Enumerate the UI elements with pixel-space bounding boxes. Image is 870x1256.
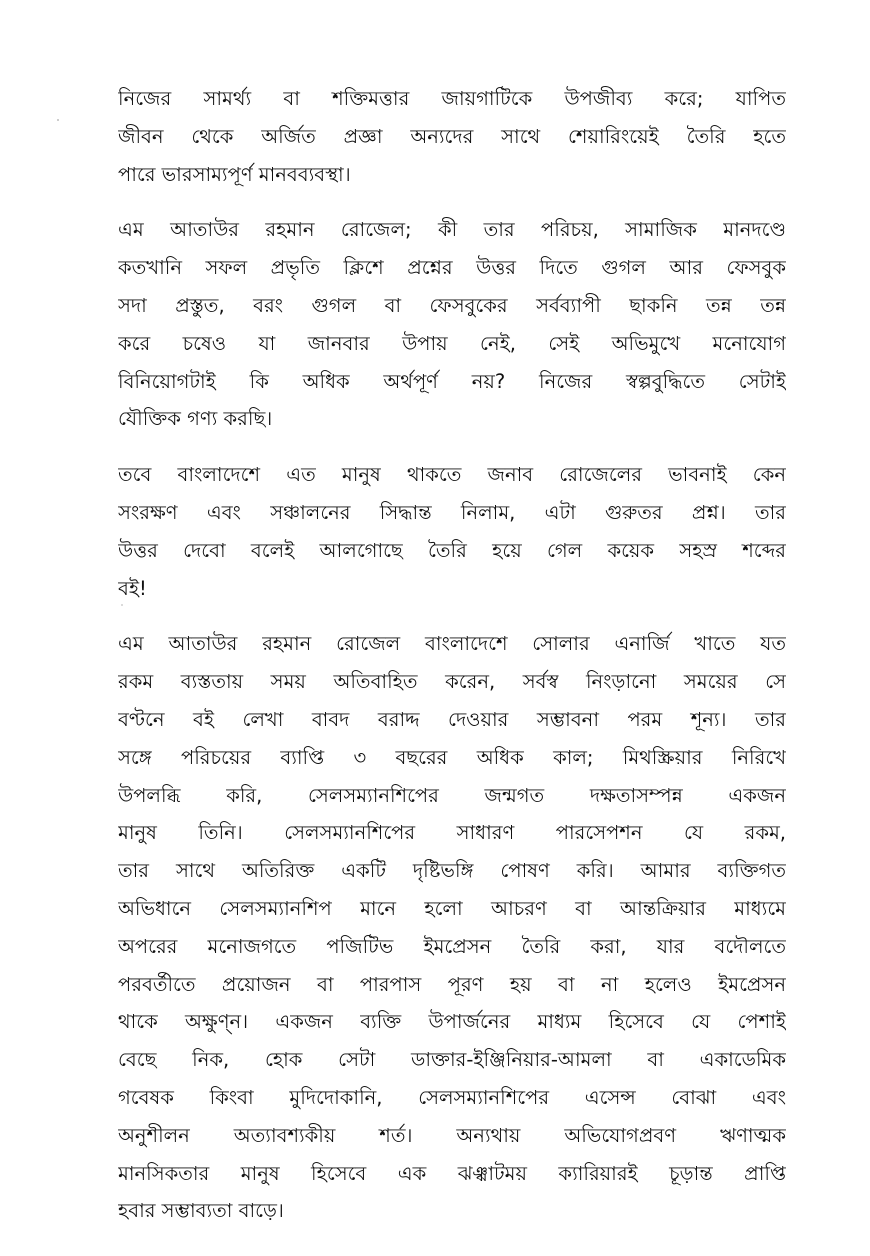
- paragraph-3: [118, 456, 786, 607]
- text-line: করে চষেও যা জানবার উপায় নেই, সেই অভিমুখে মনোযোগ: [118, 331, 786, 355]
- document-page: [118, 80, 786, 1248]
- text-line: তবে বাংলাদেশে এত মানুষ থাকতে জনাব রোজেলের ভাবনাই কেন: [118, 463, 786, 487]
- text-line: অনুশীলন অত্যাবশ্যকীয় শর্ত। অন্যথায় অভিযোগপ্রবণ ঋণাত্মক: [118, 1123, 786, 1147]
- paragraph-2: [118, 211, 786, 438]
- text-line: পারে ভারসাম্যপূর্ণ মানবব্যবস্থা।: [118, 162, 351, 186]
- text-line: নিজের সামর্থ্য বা শক্তিমত্তার জায়গাটিকে উপজীব্য করে; যাপিত: [118, 87, 786, 110]
- text-line: অভিধানে সেলসম্যানশিপ মানে হলো আচরণ বা আন্তক্রিয়ার মাধ্যমে: [118, 896, 786, 920]
- text-line: মানুষ তিনি। সেলসম্যানশিপের সাধারণ পারসেপশন যে রকম,: [118, 821, 786, 845]
- text-line: উপলব্ধি করি, সেলসম্যানশিপের জন্মগত দক্ষতাসম্পন্ন একজন: [118, 783, 786, 807]
- text-line: জীবন থেকে অর্জিত প্রজ্ঞা অন্যদের সাথে শেয়ারিংয়েই তৈরি হতে: [118, 124, 786, 148]
- text-line: বেছে নিক, হোক সেটা ডাক্তার-ইঞ্জিনিয়ার-আমলা বা একাডেমিক: [118, 1048, 786, 1072]
- text-line: সঙ্গে পরিচয়ের ব্যাপ্তি ৩ বছরের অধিক কাল; মিথস্ক্রিয়ার নিরিখে: [118, 745, 786, 769]
- paragraph-1: [118, 80, 786, 193]
- text-line: পরবর্তীতে প্রয়োজন বা পারপাস পূরণ হয় বা না হলেও ইমপ্রেসন: [118, 972, 786, 996]
- text-line: বিনিয়োগটাই কি অধিক অর্থপূর্ণ নয়? নিজের স্বল্পবুদ্ধিতে সেটাই: [118, 369, 786, 393]
- text-line: তার সাথে অতিরিক্ত একটি দৃষ্টিভঙ্গি পোষণ করি। আমার ব্যক্তিগত: [118, 859, 786, 883]
- text-line: উত্তর দেবো বলেই আলগোছে তৈরি হয়ে গেল কয়েক সহস্র শব্দের: [118, 538, 786, 562]
- text-line: সদা প্রস্তুত, বরং গুগল বা ফেসবুকের সর্বব্যাপী ছাকনি তন্ন তন্ন: [118, 293, 786, 317]
- paragraph-4: [118, 625, 786, 1230]
- text-line: সংরক্ষণ এবং সঞ্চালনের সিদ্ধান্ত নিলাম, এটা গুরুতর প্রশ্ন। তার: [118, 500, 786, 524]
- text-line: রকম ব্যস্ততায় সময় অতিবাহিত করেন, সর্বস্ব নিংড়ানো সময়ের সে: [118, 670, 786, 694]
- scan-speck: [57, 119, 59, 121]
- text-line: হবার সম্ভাব্যতা বাড়ে।: [118, 1199, 284, 1223]
- text-line: কতখানি সফল প্রভৃতি ক্লিশে প্রশ্নের উত্তর দিতে গুগল আর ফেসবুক: [118, 256, 786, 280]
- text-line: গবেষক কিংবা মুদিদোকানি, সেলসম্যানশিপের এসেন্স বোঝা এবং: [118, 1085, 786, 1109]
- text-line: বণ্টনে বই লেখা বাবদ বরাদ্দ দেওয়ার সম্ভাবনা পরম শূন্য। তার: [118, 707, 786, 731]
- text-line: যৌক্তিক গণ্য করছি।: [118, 407, 273, 431]
- text-line: বই!: [118, 576, 147, 600]
- text-line: থাকে অক্ষুণ্ন। একজন ব্যক্তি উপার্জনের মাধ্যম হিসেবে যে পেশাই: [118, 1010, 786, 1034]
- text-line: মানসিকতার মানুষ হিসেবে এক ঝঞ্ঝাটময় ক্যারিয়ারই চূড়ান্ত প্রাপ্তি: [118, 1161, 786, 1185]
- text-line: অপরের মনোজগতে পজিটিভ ইমপ্রেসন তৈরি করা, যার বদৌলতে: [118, 934, 786, 958]
- text-line: এম আতাউর রহমান রোজেল বাংলাদেশে সোলার এনার্জি খাতে যত: [118, 632, 786, 656]
- text-line: এম আতাউর রহমান রোজেল; কী তার পরিচয়, সামাজিক মানদণ্ডে: [118, 218, 786, 242]
